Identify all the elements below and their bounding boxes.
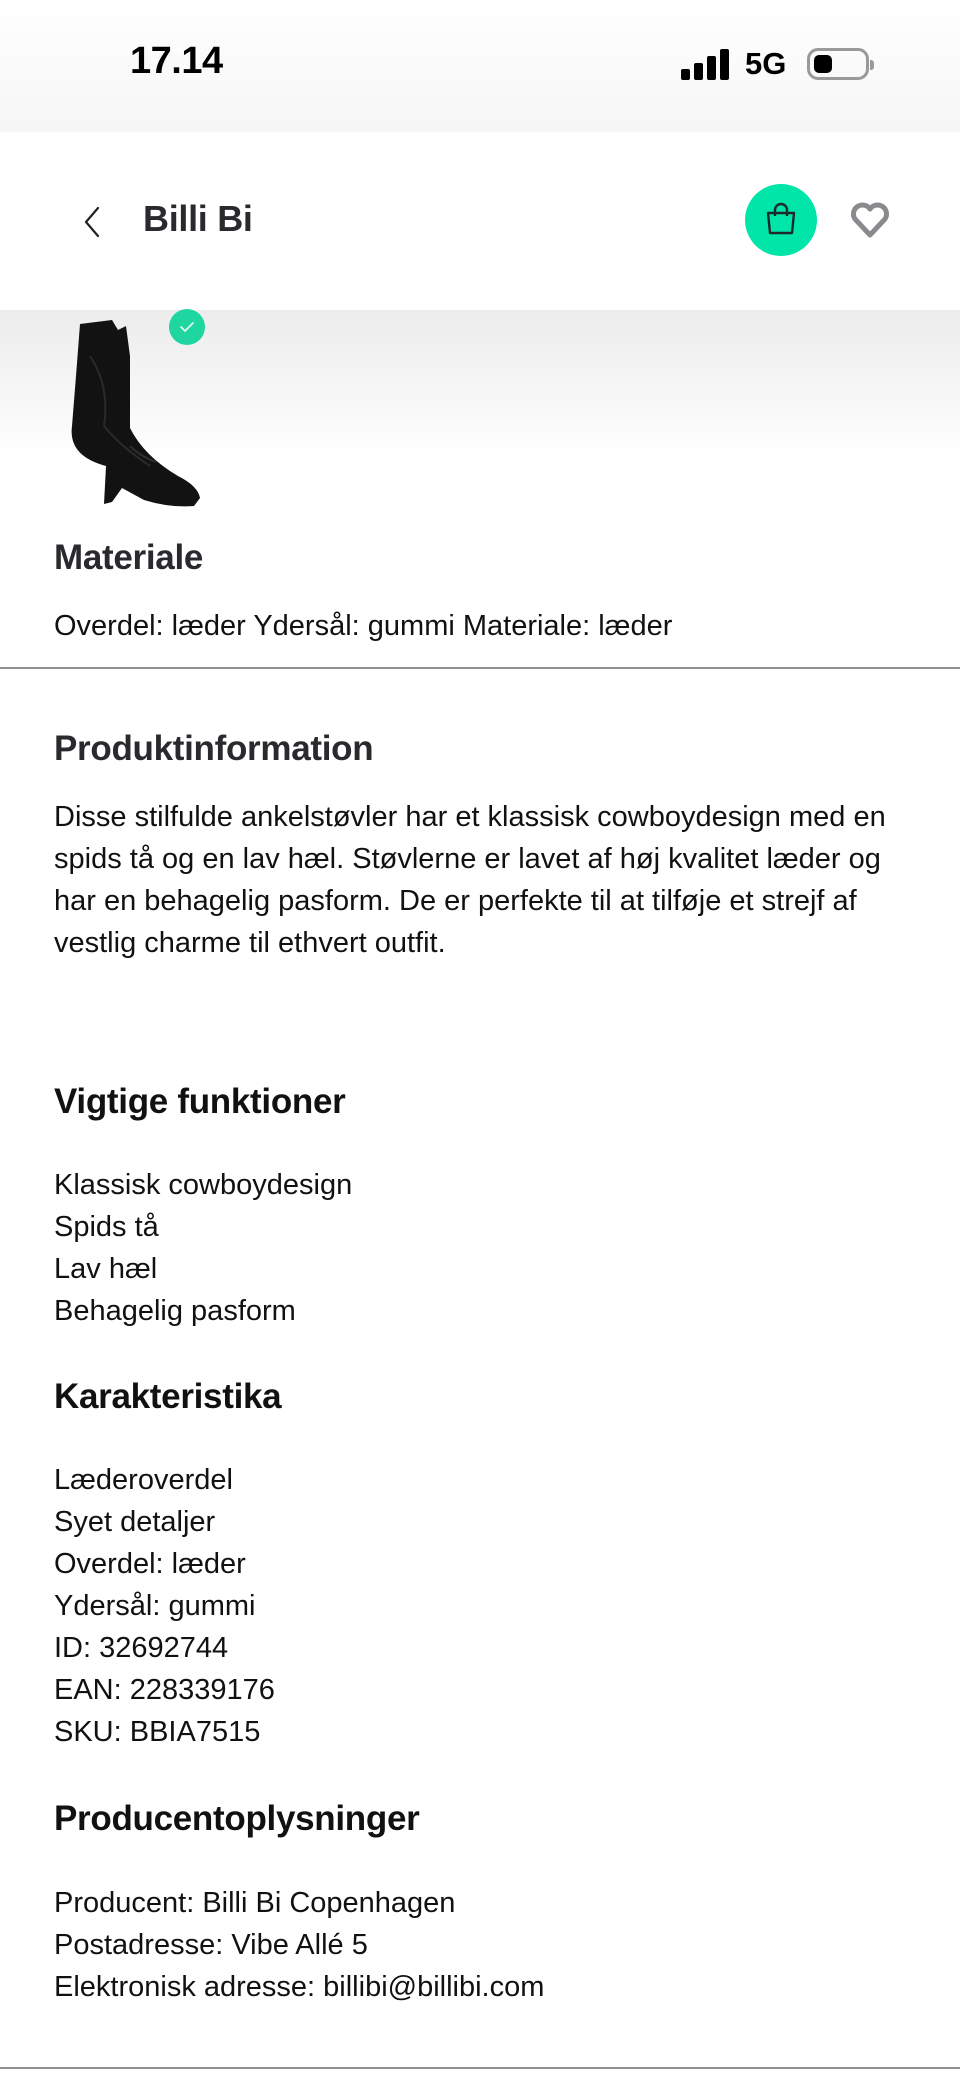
product-thumbnail[interactable] [60,316,210,512]
features-list [54,1164,352,1332]
characteristics-heading: Karakteristika [54,1377,282,1416]
product-info-heading: Produktinformation [54,729,374,768]
characteristic-item: ID: 32692744 [54,1632,229,1664]
manufacturer-item: Producent: Billi Bi Copenhagen [54,1887,456,1919]
characteristic-item: Læderoverdel [54,1464,233,1496]
signal-icon [681,49,731,80]
boot-image [60,316,210,512]
characteristic-item: Ydersål: gummi [54,1590,256,1622]
feature-item: Lav hæl [54,1253,158,1285]
characteristic-item: Overdel: læder [54,1548,246,1580]
section-divider [0,2067,960,2069]
status-time: 17.14 [130,40,223,82]
feature-item: Klassisk cowboydesign [54,1169,353,1201]
manufacturer-item: Elektronisk adresse: billibi@billibi.com [54,1971,545,2003]
network-type: 5G [745,46,787,81]
characteristics-list [54,1459,275,1753]
shopping-bag-button[interactable] [745,184,817,256]
shopping-bag-icon [765,202,797,236]
feature-item: Behagelig pasform [54,1295,296,1327]
battery-icon [807,48,869,80]
manufacturer-list [54,1882,544,2008]
features-heading: Vigtige funktioner [54,1082,346,1121]
characteristic-item: SKU: BBIA7515 [54,1716,261,1748]
status-bar [0,0,960,132]
chevron-left-icon [78,202,108,242]
feature-item: Spids tå [54,1211,159,1243]
section-divider [0,667,960,669]
favorite-button[interactable] [848,200,892,240]
manufacturer-heading: Producentoplysninger [54,1799,420,1838]
back-button[interactable] [78,202,108,242]
manufacturer-item: Postadresse: Vibe Allé 5 [54,1929,368,1961]
heart-icon [848,200,892,240]
selected-badge [169,309,205,345]
material-heading: Materiale [54,538,204,577]
material-text: Overdel: læder Ydersål: gummi Materiale: læder [54,610,673,642]
page-title: Billi Bi [143,198,253,239]
characteristic-item: EAN: 228339176 [54,1674,275,1706]
check-icon [179,320,195,334]
product-description: Disse stilfulde ankelstøvler har et klassisk cowboydesign med en spids tå og en lav hæl. Støvlerne er lavet af høj kvalitet læder og har en behagelig pasform. De er perfekte til at tilføje et strejf af vestlig charme til ethvert outfit. [54,801,886,959]
top-nav [0,132,960,310]
characteristic-item: Syet detaljer [54,1506,216,1538]
